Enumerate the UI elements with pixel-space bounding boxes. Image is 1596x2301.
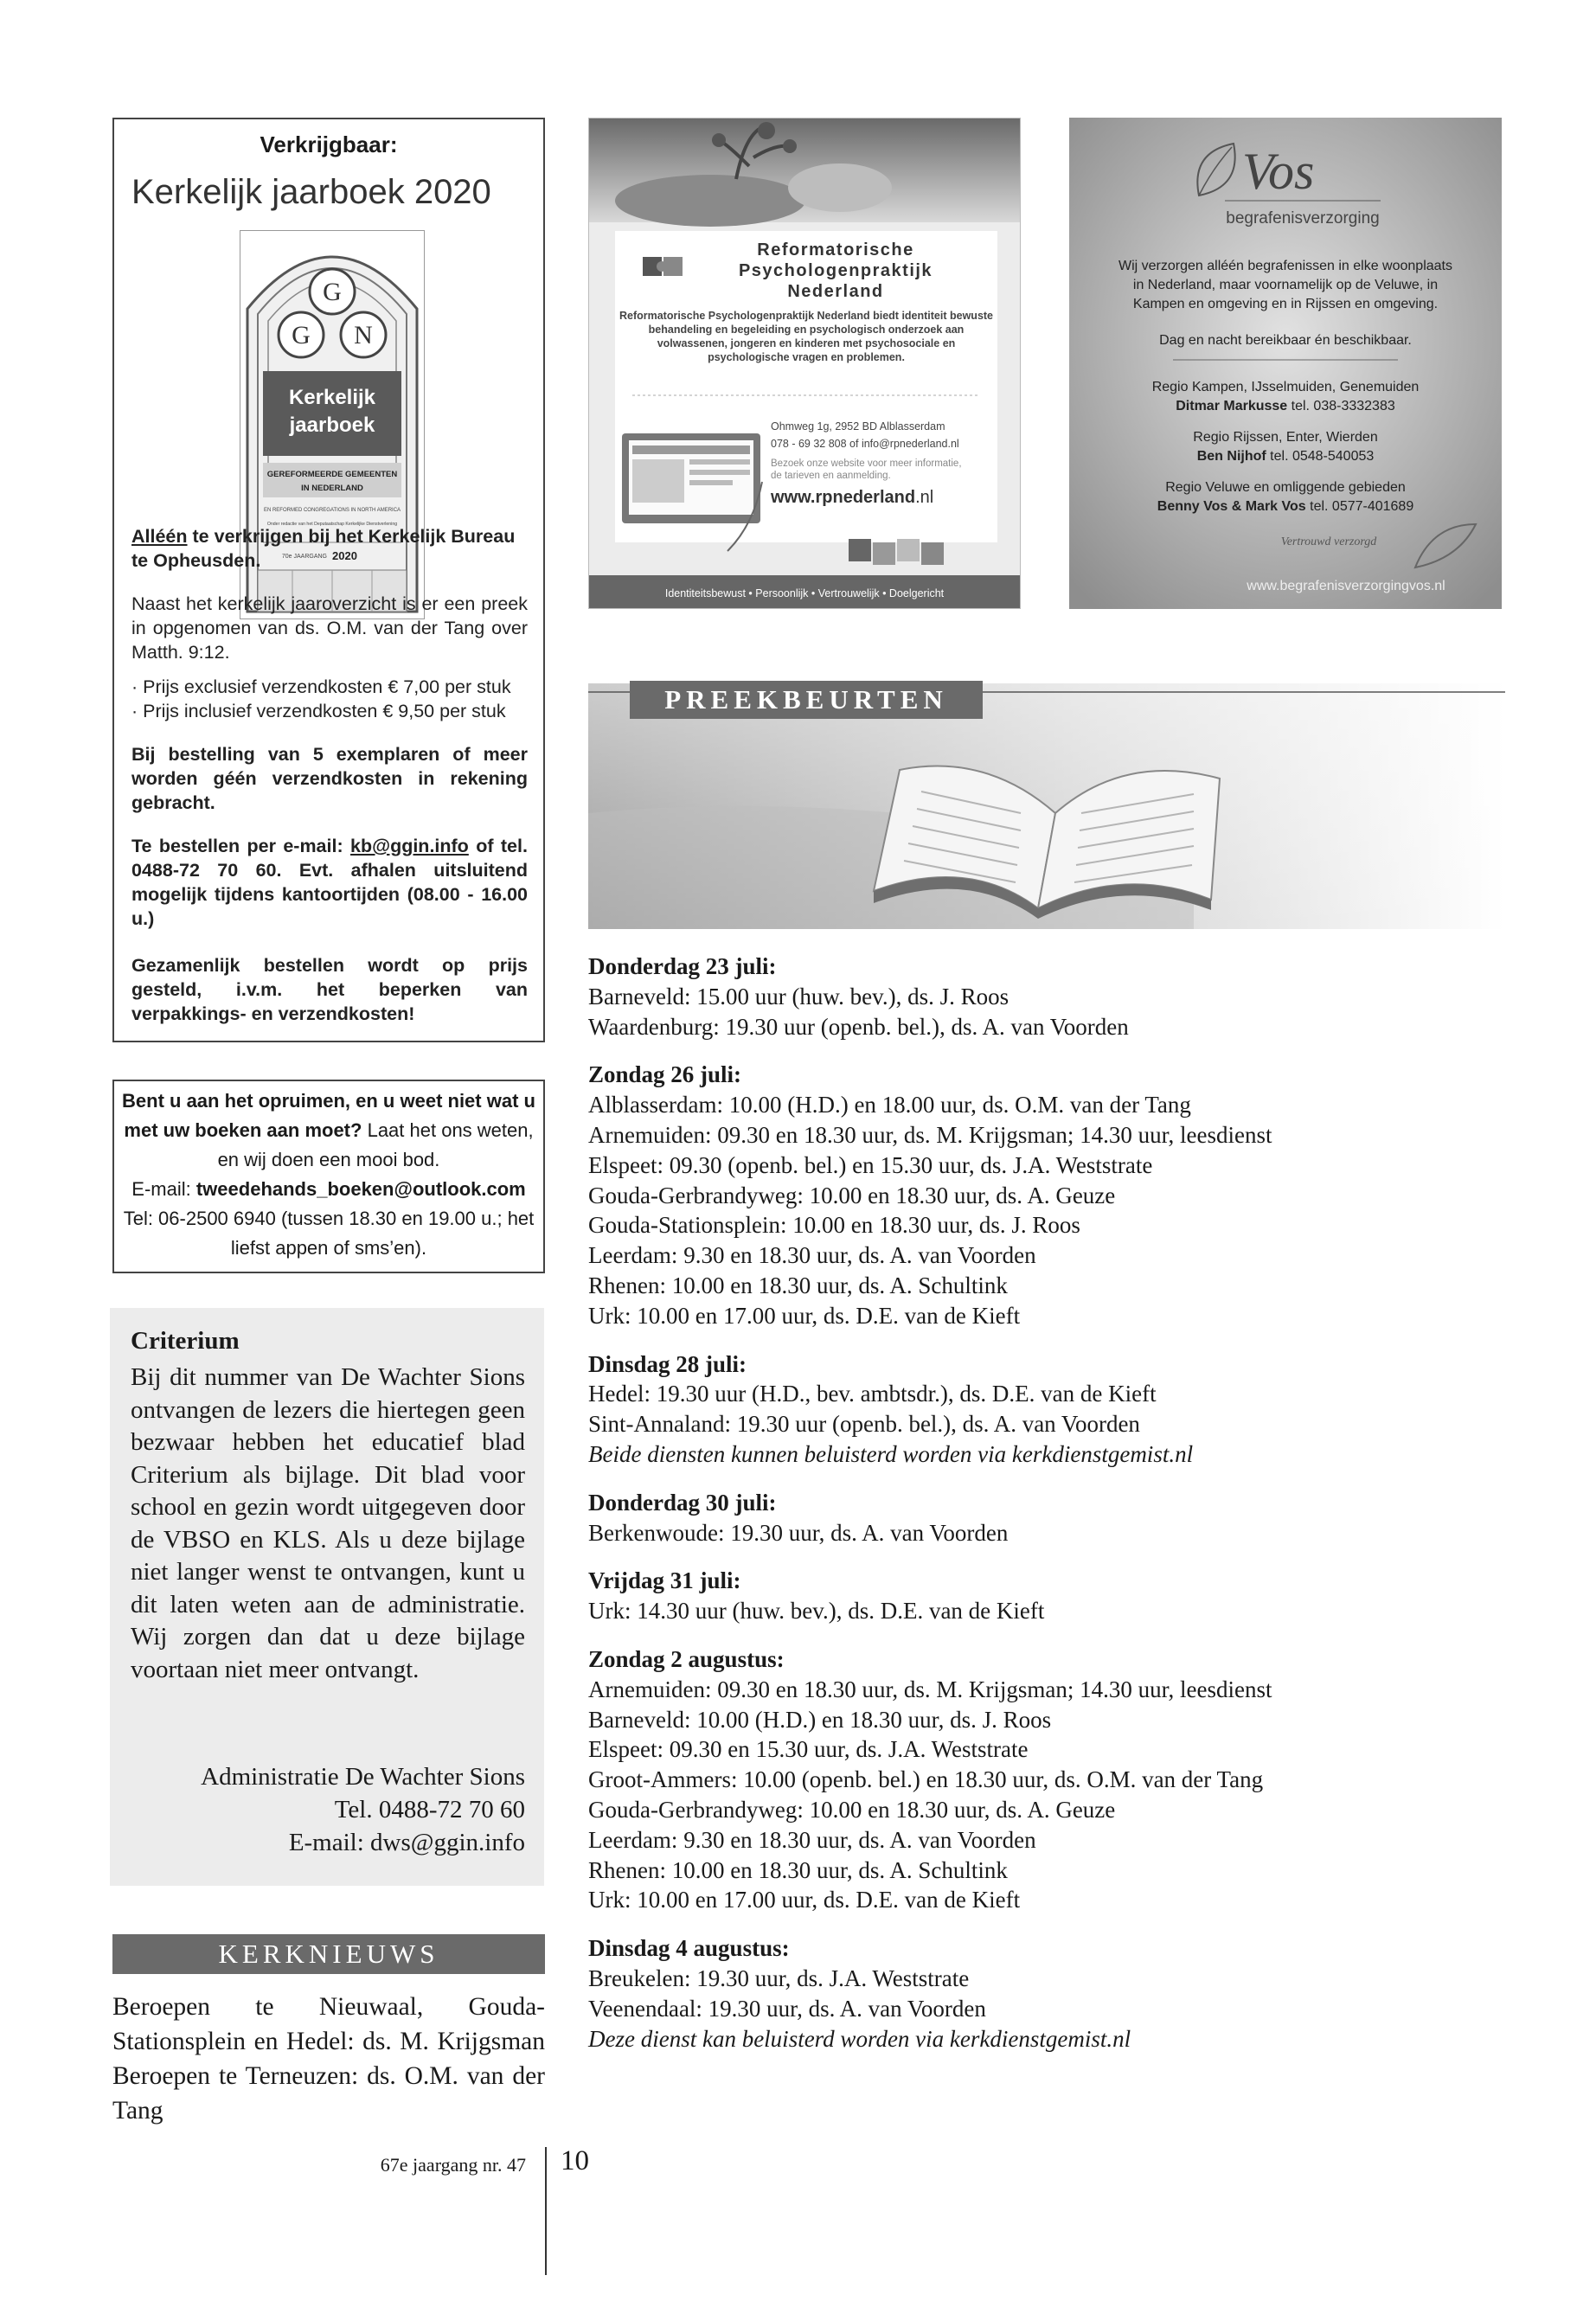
rp-visit-line1: Bezoek onze website voor meer informatie, [771,458,962,469]
preekbeurten-heading: PREEKBEURTEN [630,681,983,719]
preek-service-line: Urk: 14.30 uur (huw. bev.), ds. D.E. van de Kieft [588,1598,1045,1625]
svg-text:Benny Vos & Mark Vos tel. 0577 [1157,499,1414,514]
cover-subtitle-line1: GEREFORMEERDE GEMEENTEN [266,470,398,479]
svg-text:Ditmar Markusse tel. 038-33323 [1176,399,1395,413]
jaarboek-shipping-note: Bij bestelling van 5 exemplaren of meer worden géén verzendkosten in rekening gebracht. [131,744,528,813]
preek-service-line: Gouda-Gerbrandyweg: 10.00 en 18.30 uur, ds. A. Geuze [588,1182,1116,1208]
vos-advert-graphic [1069,118,1502,609]
preek-service-line: Arnemuiden: 09.30 en 18.30 uur, ds. M. Krijgsman; 14.30 uur, leesdienst [588,1676,1272,1702]
preek-service-line: Urk: 10.00 en 17.00 uur, ds. D.E. van de Kieft [588,1887,1021,1913]
rp-description: Reformatorische Psychologenpraktijk Nederland biedt identiteit bewuste behandeling en begeleiding en psychologisch onderzoek aan volwassenen, jongeren en kinderen met psychosociale en psychologische vragen en problemen. [619,310,994,363]
rp-nederland-advert [588,118,1021,609]
preek-day-note: Deze dienst kan beluisterd worden via kerkdienstgemist.nl [588,2025,1131,2052]
preek-day [588,952,1522,1042]
issue-label: 67e jaargang nr. 47 [380,2154,526,2176]
vos-contact1-tel: tel. 038-3332383 [1291,399,1395,413]
rp-name-line3: Nederland [787,282,884,301]
preek-day [588,1644,1522,1915]
preek-service-line: Barneveld: 10.00 (H.D.) en 18.30 uur, ds. J. Roos [588,1706,1052,1733]
preek-service-line: Breukelen: 19.30 uur, ds. J.A. Weststrate [588,1965,970,1991]
preek-service-line: Berkenwoude: 19.30 uur, ds. A. van Voorden [588,1519,1009,1546]
vos-website: www.begrafenisverzorgingvos.nl [1247,579,1445,593]
rp-name-line2: Psychologenpraktijk [738,261,933,280]
svg-text:N: N [354,321,373,349]
boeken-email-link[interactable]: tweedehands_boeken@outlook.com [195,1178,526,1200]
preek-service-line: Rhenen: 10.00 en 18.30 uur, ds. A. Schultink [588,1856,1008,1883]
cover-small-line1: EN REFORMED CONGREGATIONS IN NORTH AMERICA [263,508,401,513]
preek-service-line: Urk: 10.00 en 17.00 uur, ds. D.E. van de Kieft [588,1302,1021,1329]
vos-logo: Vos [1242,143,1315,200]
boeken-question: Bent u aan het opruimen, en u weet niet wat u met uw boeken aan moet? [122,1090,535,1141]
criterium-notice [110,1308,544,1886]
preek-day-title: Donderdag 23 juli: [588,953,777,979]
jaarboek-advert [112,118,545,1042]
vos-contact2-name: Ben Nijhof [1196,449,1266,464]
jaarboek-available-label: Verkrijgbaar: [260,131,398,157]
preek-day-title: Dinsdag 28 juli: [588,1350,747,1377]
jaarboek-joint-order-note: Gezamenlijk bestellen wordt op prijs gesteld, i.v.m. het beperken van verpakkings- en verzendkosten! [131,955,528,1024]
vos-begrafenis-advert [1069,118,1502,609]
preek-day [588,1566,1522,1626]
preekbeurten-banner-image [588,683,1505,929]
rp-website-tld: .nl [915,488,934,507]
preek-day [588,1933,1522,2054]
preek-service-line: Elspeet: 09.30 (openb. bel.) en 15.30 uur, ds. J.A. Weststrate [588,1151,1153,1178]
jaarboek-title: Kerkelijk jaarboek 2020 [131,173,491,211]
preek-service-line: Leerdam: 9.30 en 18.30 uur, ds. A. van Voorden [588,1826,1036,1853]
preek-day-note: Beide diensten kunnen beluisterd worden via kerkdienstgemist.nl [588,1440,1194,1467]
cover-title-line1: Kerkelijk [288,386,376,409]
rp-address: Ohmweg 1g, 2952 BD Alblasserdam [771,420,945,433]
svg-text:G: G [323,278,342,306]
jaarboek-order-pre: Te bestellen per e-mail: [131,836,343,856]
cover-year-prefix: 70e JAARGANG [281,554,327,560]
jaarboek-price-excl: · Prijs exclusief verzendkosten € 7,00 per stuk [131,676,511,697]
preek-day [588,1349,1522,1470]
jaarboek-order-post: of tel. 0488-72 70 60. Evt. afhalen uitsluitend mogelijk tijdens kantoortijden (08.00 - 16.00 u.) [131,836,528,929]
criterium-sign-email: E-mail: dws@ggin.info [288,1829,525,1856]
vos-intro-line3: Kampen en omgeving en in Rijssen en omgeving. [1132,297,1439,311]
boeken-offer: Laat het ons weten, en wij doen een mooi bod. [217,1119,534,1170]
preek-service-line: Elspeet: 09.30 en 15.30 uur, ds. J.A. Weststrate [588,1736,1029,1763]
criterium-sign-name: Administratie De Wachter Sions [201,1763,525,1791]
open-bible-icon [588,683,1505,929]
vos-contact3-name: Benny Vos & Mark Vos [1157,499,1306,514]
rp-website: www.rpnederland [771,488,916,507]
vos-day-night: Dag en nacht bereikbaar én beschikbaar. [1159,333,1412,348]
jaarboek-description: Naast het kerkelijk jaaroverzicht is er een preek in opgenomen van ds. O.M. van der Tang over Matth. 9:12. [131,593,528,663]
criterium-heading: Criterium [131,1327,240,1355]
preek-day [588,1060,1522,1330]
criterium-body: Bij dit nummer van De Wachter Sions ontvangen de lezers die hiertegen geen bezwaar hebben het educatief blad Criterium als bijlage. Dit blad voor school en gezin wordt uitgegeven door de VBSO en KLS. Als u deze bijlage niet langer wenst te ontvangen, kunt u dit laten weten aan de administratie. Wij zorgen dan dat u deze bijlage voortaan niet meer ontvangt. [131,1363,525,1683]
vos-contact1-name: Ditmar Markusse [1176,399,1288,413]
cover-title-line2: jaarboek [289,413,375,437]
vos-region1: Regio Kampen, IJsselmuiden, Genemuiden [1151,380,1420,394]
jaarboek-availability [131,524,528,573]
svg-text:www.rpnederland.nl [770,488,933,507]
kerknieuws-body: Beroepen te Nieuwaal, Gouda-Stationsplein en Hedel: ds. M. Krijgsman Beroepen te Terneuzen: ds. O.M. van der Tang [112,1993,545,2125]
preek-day-title: Zondag 26 juli: [588,1061,742,1088]
jaarboek-availability-emph: Alléén [131,526,188,547]
cover-year: 2020 [332,549,357,562]
preek-service-line: Leerdam: 9.30 en 18.30 uur, ds. A. van Voorden [588,1242,1036,1269]
vos-intro-line1: Wij verzorgen alléén begrafenissen in elke woonplaats [1118,259,1452,273]
preek-service-line: Rhenen: 10.00 en 18.30 uur, ds. A. Schultink [588,1272,1008,1298]
svg-text:G: G [292,321,311,349]
boeken-email-label: E-mail: [131,1178,191,1200]
vos-contact3-tel: tel. 0577-401689 [1310,499,1414,514]
preek-day-title: Dinsdag 4 augustus: [588,1935,790,1962]
preek-day [588,1488,1522,1548]
cover-subtitle-line2: IN NEDERLAND [301,484,363,493]
preek-day-title: Zondag 2 augustus: [588,1645,785,1672]
boeken-phone: Tel: 06-2500 6940 (tussen 18.30 en 19.00 u.; het liefst appen of sms’en). [123,1208,535,1259]
rp-visit-line2: de tarieven en aanmelding. [771,471,891,481]
preek-service-line: Groot-Ammers: 10.00 (openb. bel.) en 18.30 uur, ds. O.M. van der Tang [588,1766,1264,1793]
cover-small-line2: Onder redactie van het Deputaatschap Kerkelijke Dienstverlening [266,522,398,527]
vos-slogan: Vertrouwd verzorgd [1280,535,1377,548]
rp-advert-graphic [589,119,1020,608]
rp-name-line1: Reformatorische [757,240,914,260]
jaarboek-availability-rest: te verkrijgen bij het Kerkelijk Bureau te Opheusden. [131,526,516,571]
vos-subtitle: begrafenisverzorging [1226,209,1380,228]
page-number: 10 [561,2145,589,2176]
svg-text:Ben Nijhof tel. 0548-540053 [1197,449,1375,464]
kerknieuws-heading: KERKNIEUWS [112,1934,545,1974]
preek-service-line: Sint-Annaland: 19.30 uur (openb. bel.), ds. A. van Voorden [588,1411,1140,1438]
vos-contact2-tel: tel. 0548-540053 [1270,449,1375,464]
preek-service-line: Alblasserdam: 10.00 (H.D.) en 18.00 uur, ds. O.M. van der Tang [588,1092,1191,1118]
jaarboek-price-incl: · Prijs inclusief verzendkosten € 9,50 per stuk [131,701,506,721]
boeken-advert [112,1080,545,1273]
preek-service-line: Gouda-Gerbrandyweg: 10.00 en 18.30 uur, ds. A. Geuze [588,1796,1116,1823]
rp-footer: Identiteitsbewust • Persoonlijk • Vertrouwelijk • Doelgericht [664,587,945,599]
preek-service-line: Hedel: 19.30 uur (H.D., bev. ambtsdr.), ds. D.E. van de Kieft [588,1381,1157,1407]
preek-service-line: Gouda-Stationsplein: 10.00 en 18.30 uur, ds. J. Roos [588,1212,1080,1239]
footer-divider [545,2147,547,2275]
preek-service-line: Veenendaal: 19.30 uur, ds. A. van Voorden [588,1995,986,2022]
vos-region3: Regio Veluwe en omliggende gebieden [1165,480,1406,495]
jaarboek-order-email-link[interactable]: kb@ggin.info [350,836,469,856]
vos-intro-line2: in Nederland, maar voornamelijk op de Veluwe, in [1132,278,1439,292]
preekbeurten-list [588,952,1522,2054]
preek-service-line: Arnemuiden: 09.30 en 18.30 uur, ds. M. Krijgsman; 14.30 uur, leesdienst [588,1121,1272,1148]
vos-region2: Regio Rijssen, Enter, Wierden [1193,430,1378,445]
preek-service-line: Barneveld: 15.00 uur (huw. bev.), ds. J. Roos [588,983,1010,1009]
preek-day-title: Donderdag 30 juli: [588,1489,777,1516]
preek-day-title: Vrijdag 31 juli: [588,1567,741,1594]
preek-service-line: Waardenburg: 19.30 uur (openb. bel.), ds. A. van Voorden [588,1013,1129,1040]
rp-phone: 078 - 69 32 808 of info@rpnederland.nl [771,438,959,450]
criterium-sign-phone: Tel. 0488-72 70 60 [334,1796,525,1823]
jaarboek-order-info [131,834,528,931]
